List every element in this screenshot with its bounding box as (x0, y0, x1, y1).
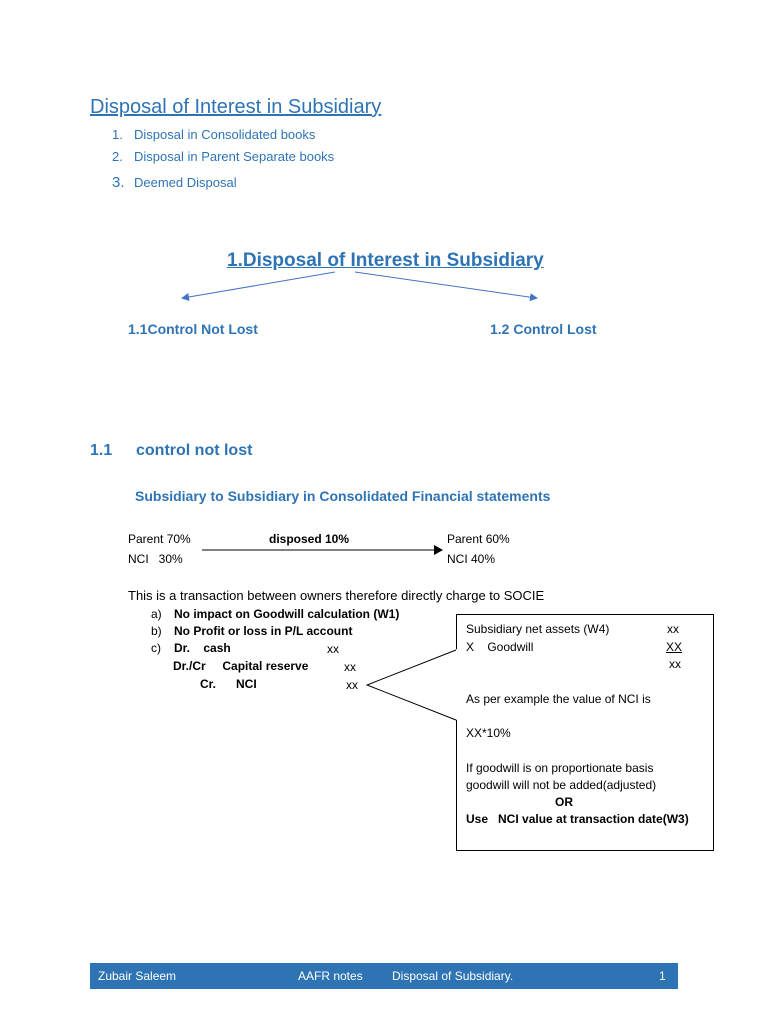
toc-num: 1. (112, 127, 123, 142)
transaction-note: This is a transaction between owners therefore directly charge to SOCIE (128, 588, 545, 603)
callout-goodwill-note-2: goodwill will not be added(adjusted) (466, 778, 657, 792)
branch-arrow-left (183, 272, 335, 298)
footer-page-number: 1 (659, 969, 666, 983)
arrow-label: disposed 10% (269, 532, 350, 546)
section-title: control not lost (136, 442, 253, 459)
after-nci: NCI 40% (447, 552, 496, 566)
callout-use-prefix: Use NCI value at transaction date (466, 812, 663, 826)
point-b-marker: b) (151, 624, 162, 638)
cash-amount: xx (327, 642, 339, 656)
callout-goodwill-amount: XX (666, 640, 683, 654)
callout-or: OR (555, 795, 573, 809)
branch-arrows (0, 0, 768, 420)
section-subtitle: Subsidiary to Subsidiary in Consolidated Financial statements (135, 488, 551, 504)
branch-arrow-right (355, 272, 536, 298)
toc-label: Disposal in Consolidated books (134, 127, 316, 142)
callout-pointer (360, 640, 460, 730)
toc-num: 3. (112, 174, 125, 191)
footer-author: Zubair Saleem (98, 969, 177, 983)
point-a-text: No impact on Goodwill calculation (W1) (174, 607, 400, 621)
before-parent: Parent 70% (128, 532, 191, 546)
toc-label: Disposal in Parent Separate books (134, 149, 335, 164)
callout-goodwill: X Goodwill (466, 640, 534, 654)
before-nci: NCI 30% (128, 552, 183, 566)
footer-topic: Disposal of Subsidiary. (392, 969, 514, 983)
point-c-marker: c) (151, 641, 161, 655)
callout-example: As per example the value of NCI is (466, 692, 651, 706)
point-b-text: No Profit or loss in P/L account (174, 624, 353, 638)
branch-control-lost: 1.2 Control Lost (490, 321, 597, 337)
point-a-marker: a) (151, 607, 162, 621)
page-footer (90, 963, 678, 989)
section-number: 1.1 (90, 442, 113, 459)
callout-use-ref: (W3) (662, 812, 689, 826)
after-parent: Parent 60% (447, 532, 510, 546)
page-heading: Disposal of Interest in Subsidiary (90, 96, 382, 118)
callout-total-amount: xx (669, 657, 681, 671)
point-c-text: Dr. cash (174, 641, 231, 655)
branch-control-not-lost: 1.1Control Not Lost (128, 321, 258, 337)
callout-net-assets: Subsidiary net assets (W4) (466, 622, 610, 636)
reserve-entry: Dr./Cr Capital reserve (173, 659, 309, 673)
disposal-arrow (200, 540, 445, 560)
diagram-title: 1.Disposal of Interest in Subsidiary (227, 250, 544, 271)
footer-notes: AAFR notes (298, 969, 363, 983)
toc-label: Deemed Disposal (134, 175, 237, 190)
nci-entry: Cr. NCI (200, 677, 257, 691)
callout-goodwill-note-1: If goodwill is on proportionate basis (466, 761, 654, 775)
nci-amount: xx (346, 678, 358, 692)
toc-num: 2. (112, 149, 123, 164)
callout-formula: XX*10% (466, 726, 511, 740)
reserve-amount: xx (344, 660, 356, 674)
callout-net-assets-amount: xx (667, 622, 679, 636)
callout-use-nci (466, 812, 689, 826)
